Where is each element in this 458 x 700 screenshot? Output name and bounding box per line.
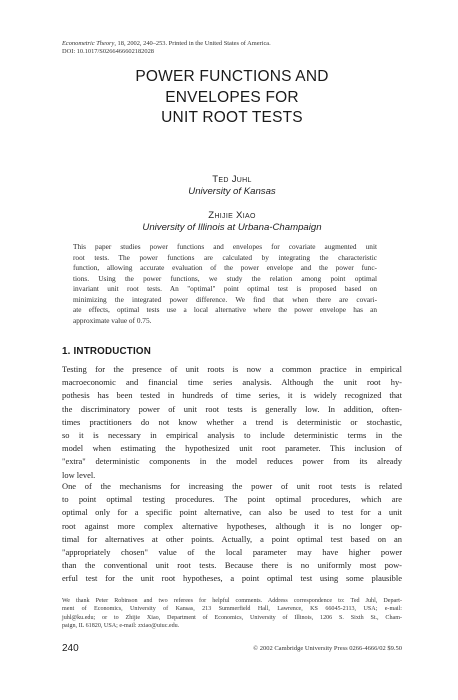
journal-citation xyxy=(62,40,402,56)
citation-volume-pages: , 18, 2002, 240–253. Printed in the United States of America. xyxy=(114,40,271,47)
footnote-line: We thank Peter Robinson and two referees for helpful comments. Address correspondence to: Ted Juhl, Depart- xyxy=(62,598,402,604)
paper-title xyxy=(62,67,402,129)
body-line: so it is necessary in empirical analysis to include deterministic terms in the xyxy=(62,430,402,441)
title-line: UNIT ROOT TESTS xyxy=(161,109,303,126)
author-block xyxy=(62,174,402,198)
body-line: model when estimating the hypothesized unit root parameter. This inclusion of xyxy=(62,443,402,454)
body-line: optimal only for a specific point alternative, can also be used to test for a unit xyxy=(62,507,402,518)
body-line: times practitioners do not know whether a trend is deterministic or stochastic, xyxy=(62,416,402,427)
body-paragraph xyxy=(62,480,402,586)
body-paragraph xyxy=(62,363,402,482)
title-line: POWER FUNCTIONS AND xyxy=(135,68,329,85)
footnote-line: ment of Economics, University of Kansas, 213 Summerfield Hall, Lawrence, KS 66045-2113, USA; e-mail: xyxy=(62,606,402,613)
body-line: macroeconomic and financial time series analysis. Although the unit root hy- xyxy=(62,377,402,388)
body-line: "appropriately chosen" value of the local parameter may have higher power xyxy=(62,547,402,558)
body-line: Testing for the presence of unit roots is now a common practice in empirical xyxy=(62,364,402,374)
author-affiliation: University of Kansas xyxy=(188,186,276,197)
body-line: the discriminatory power of unit root tests is generally low. In addition, often- xyxy=(62,403,402,414)
author-block xyxy=(62,210,402,234)
page-number: 240 xyxy=(62,643,79,654)
citation-line-1 xyxy=(62,40,402,48)
body-line: than the conventional unit root tests. Because there is no uniformly most pow- xyxy=(62,560,402,571)
abstract-line: ate effects, optimal tests use a local alternative where the power envelope has an xyxy=(73,305,377,314)
author-name: Ted Juhl xyxy=(212,174,252,185)
citation-doi: DOI: 10.1017/S0266466602182028 xyxy=(62,48,154,55)
body-line: timal for alternatives at other points. Actually, a point optimal test based on an xyxy=(62,533,402,544)
journal-name: Econometric Theory xyxy=(62,40,115,47)
body-line: root against more complex alternative hypotheses, although it is no longer op- xyxy=(62,520,402,531)
abstract-line: invariant unit root tests. An "optimal" point optimal test is proposed based on xyxy=(73,284,377,293)
body-line: erful test for the unit root hypotheses, a point optimal test using some plausible xyxy=(62,573,402,584)
abstract-line: This paper studies power functions and envelopes for covariate augmented unit xyxy=(73,242,377,251)
footnote-line: juhl@ku.edu; or to Zhijie Xiao, Department of Economics, University of Illinois, 1206 S. Sixth St., Cham- xyxy=(62,614,402,621)
footnote-line: paign, IL 61820, USA; e-mail: zxiao@uiuc.edu. xyxy=(62,622,180,629)
copyright-notice: © 2002 Cambridge University Press 0266-4666/02 $9.50 xyxy=(253,645,402,652)
author-name: Zhijie Xiao xyxy=(208,210,256,221)
abstract-line: root tests. The power functions are calculated by integrating the characteristic xyxy=(73,252,377,262)
author-affiliation: University of Illinois at Urbana-Champaign xyxy=(142,222,322,233)
footnote xyxy=(62,597,402,630)
abstract-line: minimizing the integrated power difference. We find that when there are covari- xyxy=(73,294,377,304)
body-line: "extra" deterministic components in the model reduces power from its already xyxy=(62,456,402,467)
body-line: One of the mechanisms for increasing the power of unit root tests is related xyxy=(62,481,402,491)
body-line: to point optimal testing procedures. The point optimal procedures, which are xyxy=(62,494,402,505)
body-line: low level. xyxy=(62,469,96,480)
abstract xyxy=(73,242,377,326)
title-line: ENVELOPES FOR xyxy=(165,88,299,106)
abstract-line: tions. Using the power functions, we study the relation among point optimal xyxy=(73,273,377,283)
abstract-line: approximate value of 0.75. xyxy=(73,315,152,325)
section-heading: 1. INTRODUCTION xyxy=(62,346,151,357)
body-line: pothesis has been tested in hundreds of time series, it is widely recognized that xyxy=(62,390,402,401)
abstract-line: function, allowing accurate evaluation of the power envelope and the power func- xyxy=(73,263,377,272)
page-footer xyxy=(62,643,402,655)
